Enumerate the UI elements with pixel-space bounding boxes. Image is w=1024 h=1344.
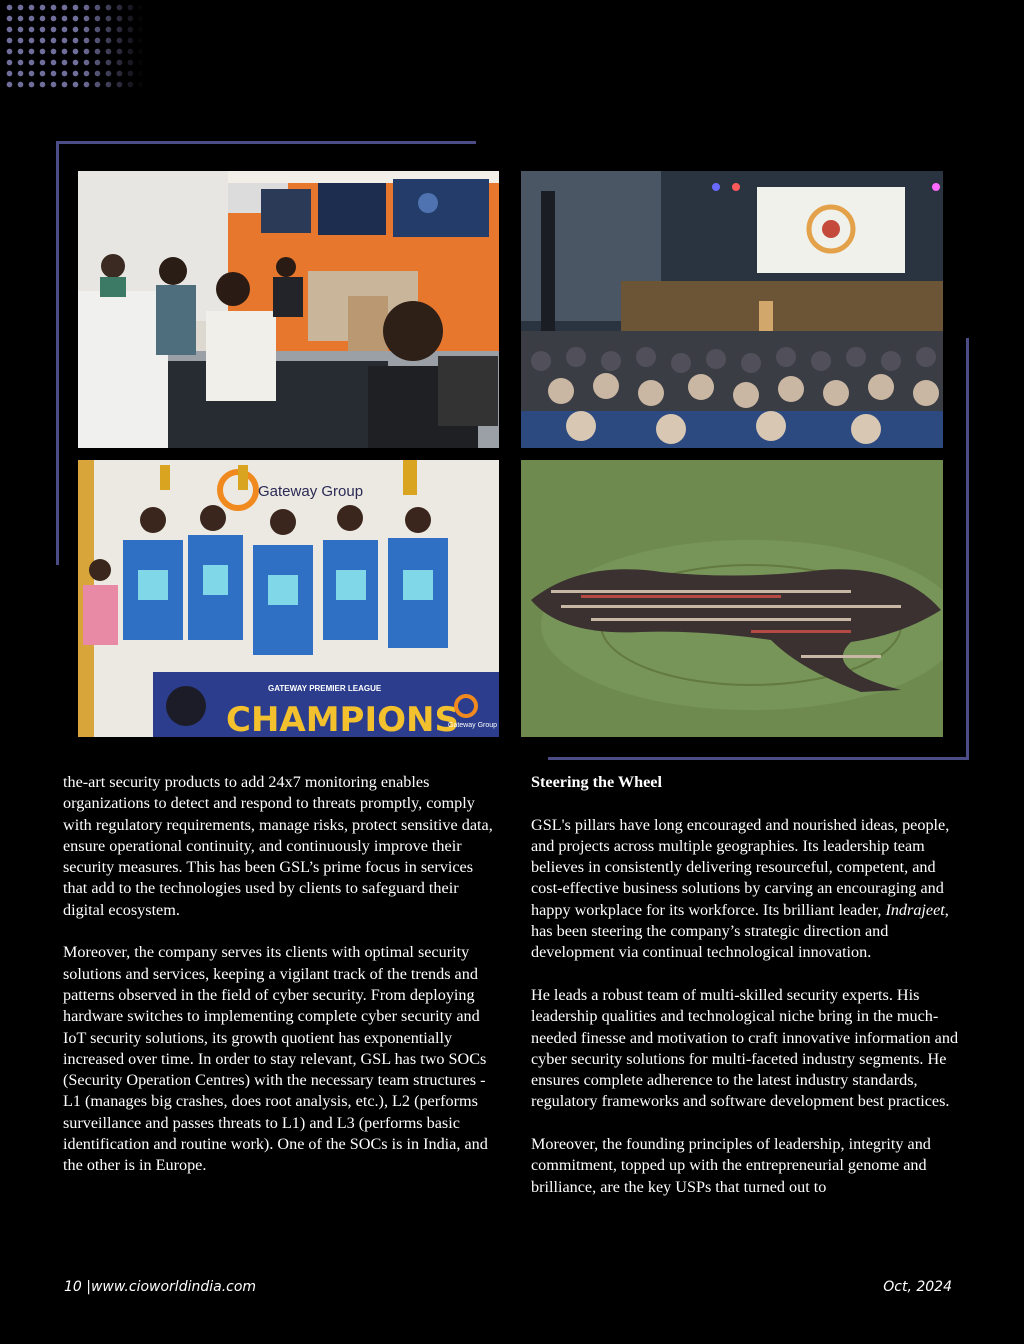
leader-name: Indrajeet [885, 900, 945, 919]
champions-team-photo [78, 460, 499, 737]
left-text-column [63, 772, 495, 1198]
right-paragraph-3: Moreover, the founding principles of leadership, integrity and commitment, topped up with the entrepreneurial genome and brilliance, are the key USPs that turned out to [531, 1135, 931, 1196]
champions-caption-top: GATEWAY PREMIER LEAGUE [268, 684, 382, 693]
aerial-crowd-photo [521, 460, 943, 737]
champions-logo-text: Gateway Group [448, 722, 498, 729]
right-text-column [531, 772, 967, 1219]
decorative-dot-grid [4, 2, 144, 90]
frame-line-left [56, 141, 59, 565]
frame-line-top [56, 141, 476, 144]
right-paragraph-1-end: , has been steering the company’s strategic direction and development via continual technological innovation. [531, 900, 949, 962]
champions-caption-main: CHAMPIONS [226, 700, 459, 737]
footer-date: Oct, 2024 [883, 1279, 952, 1295]
svg-text:Gateway Group: Gateway Group [258, 483, 364, 500]
soc-office-photo [78, 171, 499, 448]
right-paragraph-1-start: GSL's pillars have long encouraged and nourished ideas, people, and projects across multiple geographies. Its leadership team believes in consistently delivering resourceful, competent, and cost-effective business solutions by carving an encouraging and happy workplace for its workforce. Its brilliant leader, [531, 815, 950, 919]
footer-page-url[interactable]: 10 |www.cioworldindia.com [64, 1279, 257, 1295]
left-paragraph-1: the-art security products to add 24x7 monitoring enables organizations to detect and respond to threats promptly, comply with regulatory requirements, manage risks, protect sensitive data, ensure operational continuity, and continuously improve their security measures. This has been GSL’s prime focus in services that add to the technologies used by clients to safeguard their digital ecosystem. [63, 773, 493, 919]
frame-line-right [966, 338, 969, 760]
right-paragraph-2: He leads a robust team of multi-skilled security experts. His leadership qualities and technological niche bring in the much-needed finesse and motivation to craft innovative information and cyber security solutions for multi-faceted industry segments. He ensures complete adherence to the latest industry standards, regulatory frameworks and software development best practices. [531, 985, 959, 1111]
conference-audience-photo [521, 171, 943, 448]
section-heading: Steering the Wheel [531, 773, 662, 791]
left-paragraph-2: Moreover, the company serves its clients with optimal security solutions and services, keeping a vigilant track of the trends and patterns observed in the field of cyber security. From deploying hardware switches to implementing complete cyber security and IoT security solutions, its growth quotient has exponentially increased over time. In order to stay relevant, GSL has two SOCs (Security Operation Centres) with the necessary team structures - L1 (manages big crashes, does root analysis, etc.), L2 (performs surveillance and passes threats to L1) and L3 (performs basic identification and routine work). One of the SOCs is in India, and the other is in Europe. [63, 943, 488, 1175]
frame-line-bottom [548, 757, 969, 760]
right-paragraph-1 [531, 815, 967, 964]
